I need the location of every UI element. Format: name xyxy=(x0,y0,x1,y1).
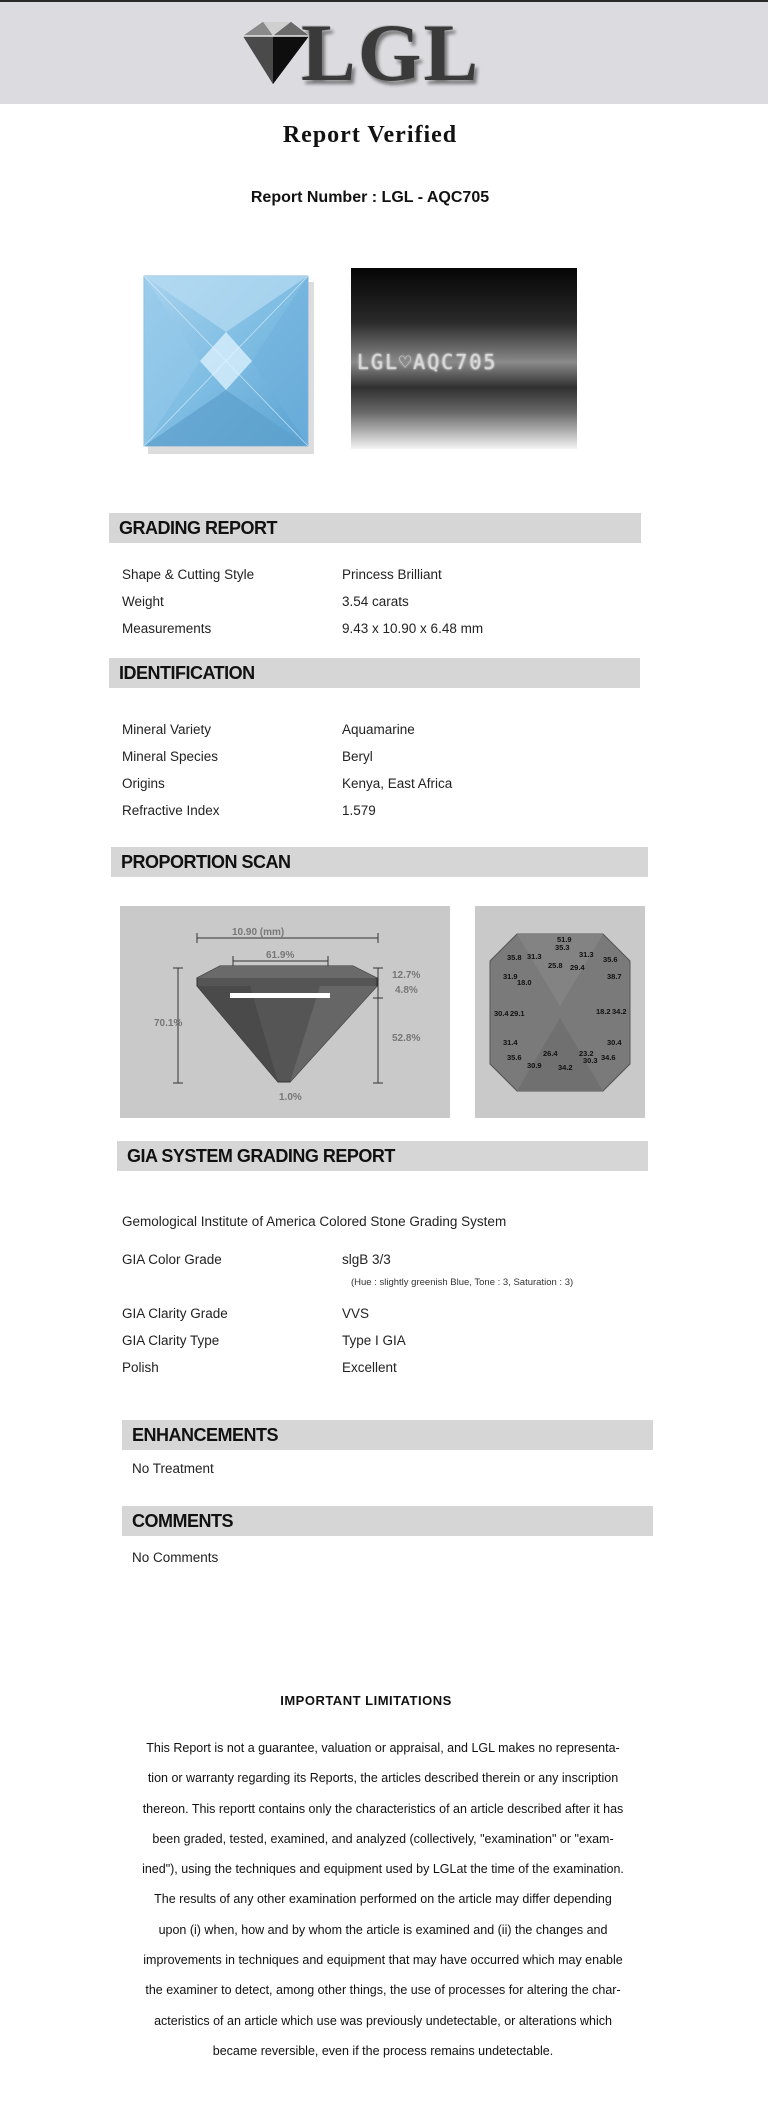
shape-value: Princess Brilliant xyxy=(342,567,442,582)
facet-value: 26.4 xyxy=(543,1049,558,1058)
facet-value: 31.3 xyxy=(527,952,542,961)
shape-label: Shape & Cutting Style xyxy=(122,567,255,582)
facet-value: 31.9 xyxy=(503,972,518,981)
limitations-line: thereon. This reportt contains only the characteristics of an article described after it has xyxy=(142,1801,624,1816)
limitations-line: ined"), using the techniques and equipment used by LGLat the time of the examination. xyxy=(142,1862,624,1877)
gia-color-label: GIA Color Grade xyxy=(122,1252,222,1267)
mineral-variety-label: Mineral Variety xyxy=(122,722,212,737)
gia-hue-note: (Hue : slightly greenish Blue, Tone : 3, Saturation : 3) xyxy=(351,1277,574,1288)
grading-report-heading: GRADING REPORT xyxy=(109,513,641,543)
limitations-line: This Report is not a guarantee, valuation or appraisal, and LGL makes no representa- xyxy=(146,1741,620,1755)
facet-value: 38.7 xyxy=(607,972,622,981)
mineral-variety-value: Aquamarine xyxy=(342,722,415,737)
facet-value: 30.3 xyxy=(583,1056,598,1065)
facet-value: 29.1 xyxy=(510,1009,525,1018)
report-number: Report Number : LGL - AQC705 xyxy=(250,189,490,206)
proportion-scan-heading: PROPORTION SCAN xyxy=(111,847,648,877)
facet-value: 23.2 xyxy=(579,1049,594,1058)
gia-heading: GIA SYSTEM GRADING REPORT xyxy=(117,1141,648,1171)
gia-color-value: slgB 3/3 xyxy=(342,1252,391,1267)
gemstone-photo xyxy=(140,272,320,458)
limitations-line: became reversible, even if the process remains undetectable. xyxy=(212,2043,554,2058)
facet-value: 30.9 xyxy=(527,1061,542,1070)
origins-label: Origins xyxy=(122,776,165,791)
facet-value: 34.2 xyxy=(558,1063,573,1072)
page-title: Report Verified xyxy=(282,122,458,148)
limitations-line: been graded, tested, examined, and analyzed (collectively, "examination" or "exam- xyxy=(152,1831,614,1846)
comments-text: No Comments xyxy=(132,1550,219,1565)
facet-value: 35.6 xyxy=(507,1053,522,1062)
inscription-photo xyxy=(351,268,577,449)
gia-clarity-grade-value: VVS xyxy=(342,1306,370,1321)
limitations-body xyxy=(118,1733,648,2066)
pavilion-depth-label: 52.8% xyxy=(392,1033,421,1044)
refractive-index-label: Refractive Index xyxy=(122,803,220,818)
facet-value: 30.4 xyxy=(494,1009,509,1018)
limitations-line: upon (i) when, how and by whom the article is examined and (ii) the changes and xyxy=(158,1922,608,1937)
limitations-line: improvements in techniques and equipment that may have occurred which may enable xyxy=(143,1953,623,1968)
facet-value: 34.6 xyxy=(601,1053,616,1062)
facet-value: 25.8 xyxy=(548,961,563,970)
facet-diagram xyxy=(475,906,645,1118)
girdle-label: 4.8% xyxy=(395,985,418,996)
gem-profile-shape xyxy=(197,966,377,1082)
enhancements-text: No Treatment xyxy=(132,1461,214,1476)
polish-value: Excellent xyxy=(342,1360,397,1375)
measurements-label: Measurements xyxy=(122,621,212,636)
limitations-line: the examiner to detect, among other things, the use of processes for altering the char- xyxy=(145,1983,621,1998)
weight-label: Weight xyxy=(122,594,164,609)
total-depth-label: 70.1% xyxy=(154,1018,183,1029)
table-label: 61.9% xyxy=(266,950,295,961)
facet-value: 18.2 xyxy=(596,1007,611,1016)
refractive-index-value: 1.579 xyxy=(342,803,376,818)
weight-value: 3.54 carats xyxy=(342,594,409,609)
limitations-line: acteristics of an article which use was previously undetectable, or alterations which xyxy=(154,2013,612,2028)
logo-text: LGL xyxy=(301,7,481,98)
facet-value: 31.3 xyxy=(579,950,594,959)
polish-label: Polish xyxy=(122,1360,159,1375)
comments-heading: COMMENTS xyxy=(122,1506,653,1536)
facet-value: 35.3 xyxy=(555,943,570,952)
facet-value: 35.8 xyxy=(507,953,522,962)
gia-intro: Gemological Institute of America Colored Stone Grading System xyxy=(122,1214,507,1229)
culet-label: 1.0% xyxy=(279,1092,302,1103)
enhancements-heading: ENHANCEMENTS xyxy=(122,1420,653,1450)
profile-diagram xyxy=(120,906,450,1118)
gia-clarity-type-value: Type I GIA xyxy=(342,1333,406,1348)
facet-value: 51.9 xyxy=(557,935,572,944)
width-label: 10.90 (mm) xyxy=(232,927,285,938)
facet-value: 34.2 xyxy=(612,1007,627,1016)
mineral-species-label: Mineral Species xyxy=(122,749,219,764)
limitations-line: The results of any other examination performed on the article may differ depending xyxy=(154,1892,612,1907)
limitations-title: IMPORTANT LIMITATIONS xyxy=(280,1693,452,1708)
facet-value: 35.6 xyxy=(603,955,618,964)
gia-clarity-type-label: GIA Clarity Type xyxy=(122,1333,220,1348)
crown-height-label: 12.7% xyxy=(392,970,421,981)
identification-heading: IDENTIFICATION xyxy=(109,658,640,688)
origins-value: Kenya, East Africa xyxy=(342,776,453,791)
facet-value: 31.4 xyxy=(503,1038,518,1047)
limitations-line: tion or warranty regarding its Reports, the articles described therein or any inscription xyxy=(147,1771,619,1786)
facet-value: 29.4 xyxy=(570,963,585,972)
lgl-logo[interactable] xyxy=(233,7,493,98)
inscription-text: LGL♡AQC705 xyxy=(357,350,498,374)
header-banner xyxy=(0,2,768,104)
facet-value: 18.0 xyxy=(517,978,532,987)
gia-clarity-grade-label: GIA Clarity Grade xyxy=(122,1306,228,1321)
mineral-species-value: Beryl xyxy=(342,749,373,764)
measurements-value: 9.43 x 10.90 x 6.48 mm xyxy=(342,621,484,636)
facet-value: 30.4 xyxy=(607,1038,622,1047)
